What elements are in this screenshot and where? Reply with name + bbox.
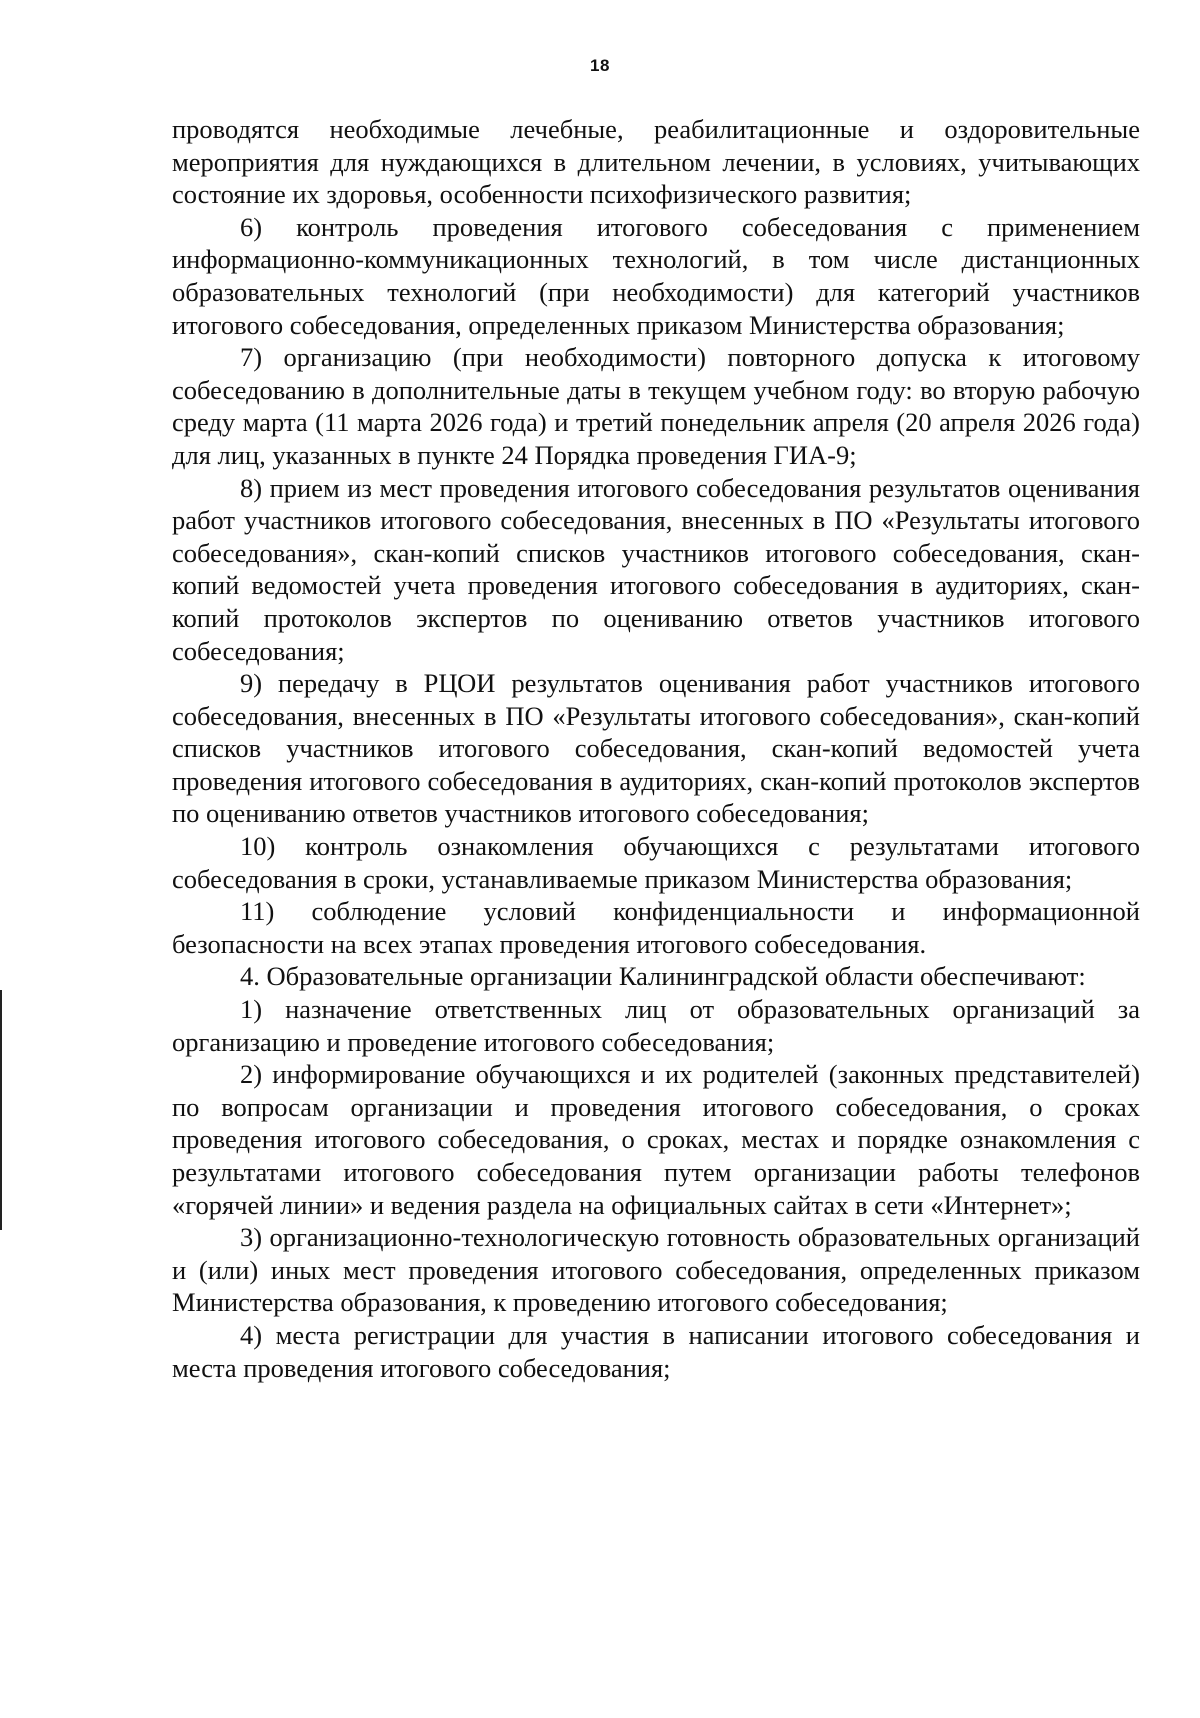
paragraph-item-6: 6) контроль проведения итогового собеседования с применением информационно-коммуникационных технологий, в том числе дистанционных образовательных технологий (при необходимости) для категорий участников итогового собеседования, определенных приказом Министерства образования; [172, 211, 1140, 340]
paragraph-section-4-item-1: 1) назначение ответственных лиц от образовательных организаций за организацию и проведение итогового собеседования; [172, 994, 1140, 1057]
paragraph-item-7: 7) организацию (при необходимости) повторного допуска к итоговому собеседованию в дополнительные даты в текущем учебном году: во вторую рабочую среду марта (11 марта 2026 года) и третий понедельник апреля (20 апреля 2026 года) для лиц, указанных в пункте 24 Порядка проведения ГИА-9; [172, 342, 1140, 470]
paragraph-section-4-item-4: 4) места регистрации для участия в написании итогового собеседования и места проведения итогового собеседования; [172, 1319, 1140, 1383]
document-body [172, 113, 1140, 1384]
paragraph-section-4-item-3: 3) организационно-технологическую готовность образовательных организаций и (или) иных мест проведения итогового собеседования, определенных приказом Министерства образования, к проведению итогового собеседования; [172, 1222, 1140, 1318]
scan-edge-mark [0, 990, 2, 1230]
section-4-heading: 4. Образовательные организации Калининградской области обеспечивают: [240, 961, 1086, 992]
paragraph-item-11: 11) соблюдение условий конфиденциальности и информационной безопасности на всех этапах проведения итогового собеседования. [172, 896, 1140, 959]
paragraph-section-4-item-2: 2) информирование обучающихся и их родителей (законных представителей) по вопросам организации и проведения итогового собеседования, о сроках проведения итогового собеседования, о сроках, местах и порядке ознакомления с результатами итогового собеседования путем организации работы телефонов «горячей линии» и ведения раздела на официальных сайтах в сети «Интернет»; [172, 1059, 1140, 1220]
paragraph-item-8: 8) прием из мест проведения итогового собеседования результатов оценивания работ участников итогового собеседования, внесенных в ПО «Результаты итогового собеседования», скан-копий списков участников итогового собеседования, скан-копий ведомостей учета проведения итогового собеседования в аудиториях, скан-копий протоколов экспертов по оцениванию ответов участников итогового собеседования; [172, 472, 1140, 666]
paragraph-item-10: 10) контроль ознакомления обучающихся с результатами итогового собеседования в сроки, устанавливаемые приказом Министерства образования; [172, 831, 1140, 894]
paragraph-continuation: проводятся необходимые лечебные, реабилитационные и оздоровительные мероприятия для нуждающихся в длительном лечении, в условиях, учитывающих состояние их здоровья, особенности психофизического развития; [172, 114, 1140, 210]
paragraph-item-9: 9) передачу в РЦОИ результатов оценивания работ участников итогового собеседования, внесенных в ПО «Результаты итогового собеседования», скан-копий списков участников итогового собеседования, скан-копий ведомостей учета проведения итогового собеседования в аудиториях, скан-копий протоколов экспертов по оцениванию ответов участников итогового собеседования; [172, 668, 1140, 829]
page-number: 18 [590, 56, 610, 75]
